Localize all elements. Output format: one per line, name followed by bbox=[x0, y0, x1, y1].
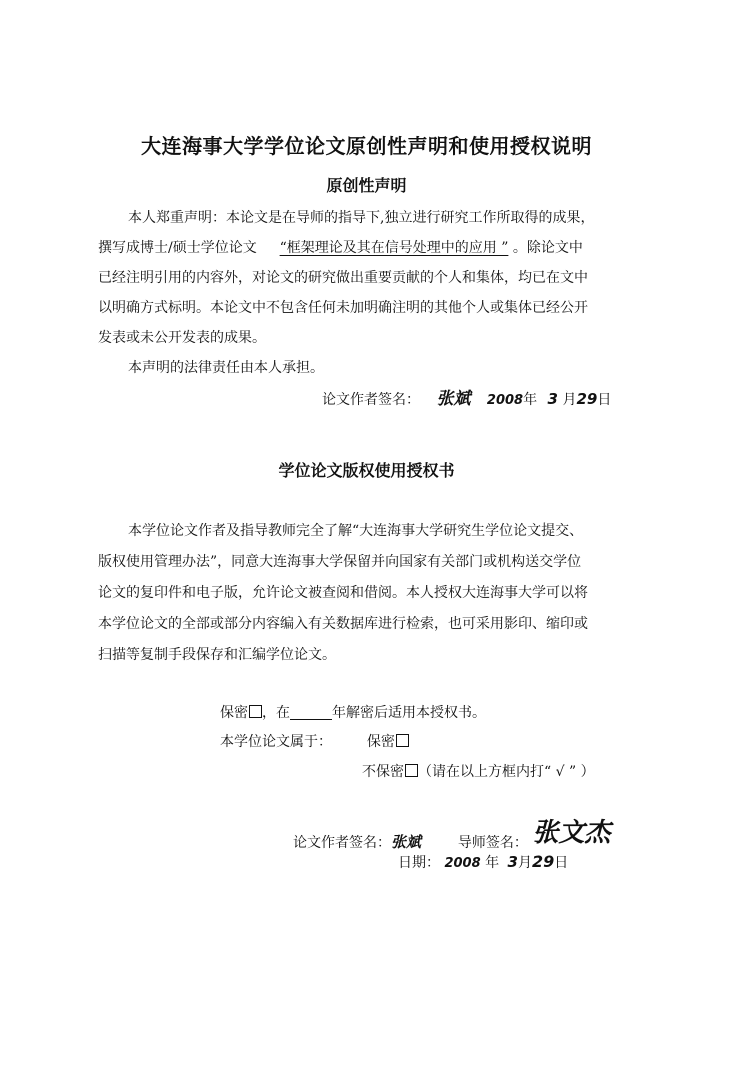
advisor-sign-label: 导师签名： bbox=[457, 835, 528, 851]
thesis-title: “框架理论及其在信号处理中的应用 ” bbox=[279, 240, 509, 256]
nonsecret-option-label: 不保密 bbox=[362, 764, 404, 780]
date-month: 3 bbox=[507, 853, 518, 871]
originality-line-2-prefix: 撰写成博士/硕士学位论文 bbox=[98, 240, 257, 256]
secret-middle: ，在 bbox=[262, 705, 290, 721]
secret-checkbox[interactable] bbox=[249, 705, 262, 718]
date-day-unit: 日 bbox=[554, 855, 569, 871]
originality-line-2-suffix: 。除论文中 bbox=[512, 240, 583, 256]
month-unit: 月 bbox=[562, 392, 577, 408]
originality-line-2 bbox=[98, 238, 583, 258]
auth-author-sign-label: 论文作者签名： bbox=[293, 835, 391, 851]
belongs-label: 本学位论文属于： bbox=[220, 734, 332, 750]
originality-signature-row bbox=[322, 389, 611, 411]
secret-option-label: 保密 bbox=[366, 734, 395, 750]
nonsecret-option-checkbox[interactable] bbox=[405, 764, 418, 777]
secret-row bbox=[220, 703, 486, 723]
date-year: 2008 bbox=[444, 856, 481, 871]
date-year-unit: 年 bbox=[485, 855, 500, 871]
declassify-year-blank[interactable] bbox=[290, 705, 332, 720]
authorization-heading: 学位论文版权使用授权书 bbox=[278, 461, 455, 480]
authorization-line-5: 扫描等复制手段保存和汇编学位论文。 bbox=[98, 647, 336, 663]
originality-line-1: 本人郑重声明：本论文是在导师的指导下,独立进行研究工作所取得的成果， bbox=[128, 210, 595, 226]
date-day: 29 bbox=[531, 852, 555, 871]
originality-line-5: 发表或未公开发表的成果。 bbox=[98, 330, 266, 346]
sign-day: 29 bbox=[576, 390, 598, 408]
auth-author-signature: 张斌 bbox=[391, 833, 422, 851]
nonsecret-row bbox=[362, 762, 595, 782]
secret-suffix: 年解密后适用本授权书。 bbox=[332, 705, 486, 721]
date-label: 日期： bbox=[398, 855, 440, 871]
authorization-line-1: 本学位论文作者及指导教师完全了解“大连海事大学研究生学位论文提交、 bbox=[128, 523, 584, 539]
originality-line-6: 本声明的法律责任由本人承担。 bbox=[128, 360, 324, 376]
secret-option-checkbox[interactable] bbox=[396, 734, 409, 747]
author-sign-label: 论文作者签名： bbox=[322, 392, 420, 408]
authorization-signature-row bbox=[293, 818, 611, 853]
date-month-unit: 月 bbox=[517, 855, 532, 871]
authorization-line-3: 论文的复印件和电子版，允许论文被查阅和借阅。本人授权大连海事大学可以将 bbox=[98, 585, 588, 601]
secret-prefix: 保密 bbox=[220, 705, 248, 721]
document-title: 大连海事大学学位论文原创性声明和使用授权说明 bbox=[141, 134, 592, 158]
sign-month: 3 bbox=[547, 390, 558, 408]
authorization-line-4: 本学位论文的全部或部分内容编入有关数据库进行检索，也可采用影印、缩印或 bbox=[98, 616, 588, 632]
originality-line-4: 以明确方式标明。本论文中不包含任何未加明确注明的其他个人或集体已经公开 bbox=[98, 300, 588, 316]
year-unit: 年 bbox=[523, 392, 538, 408]
originality-line-3: 已经注明引用的内容外，对论文的研究做出重要贡献的个人和集体，均已在文中 bbox=[98, 270, 588, 286]
checkbox-instruction: （请在以上方框内打“ √ ” ） bbox=[418, 764, 595, 780]
authorization-line-2: 版权使用管理办法”，同意大连海事大学保留并向国家有关部门或机构送交学位 bbox=[98, 554, 582, 570]
sign-year: 2008 bbox=[486, 393, 524, 408]
authorization-date-row bbox=[398, 852, 568, 874]
advisor-signature: 张文杰 bbox=[532, 818, 611, 848]
day-unit: 日 bbox=[597, 392, 612, 408]
originality-heading: 原创性声明 bbox=[326, 176, 407, 195]
belongs-row bbox=[220, 732, 409, 752]
author-signature: 张斌 bbox=[436, 389, 471, 409]
